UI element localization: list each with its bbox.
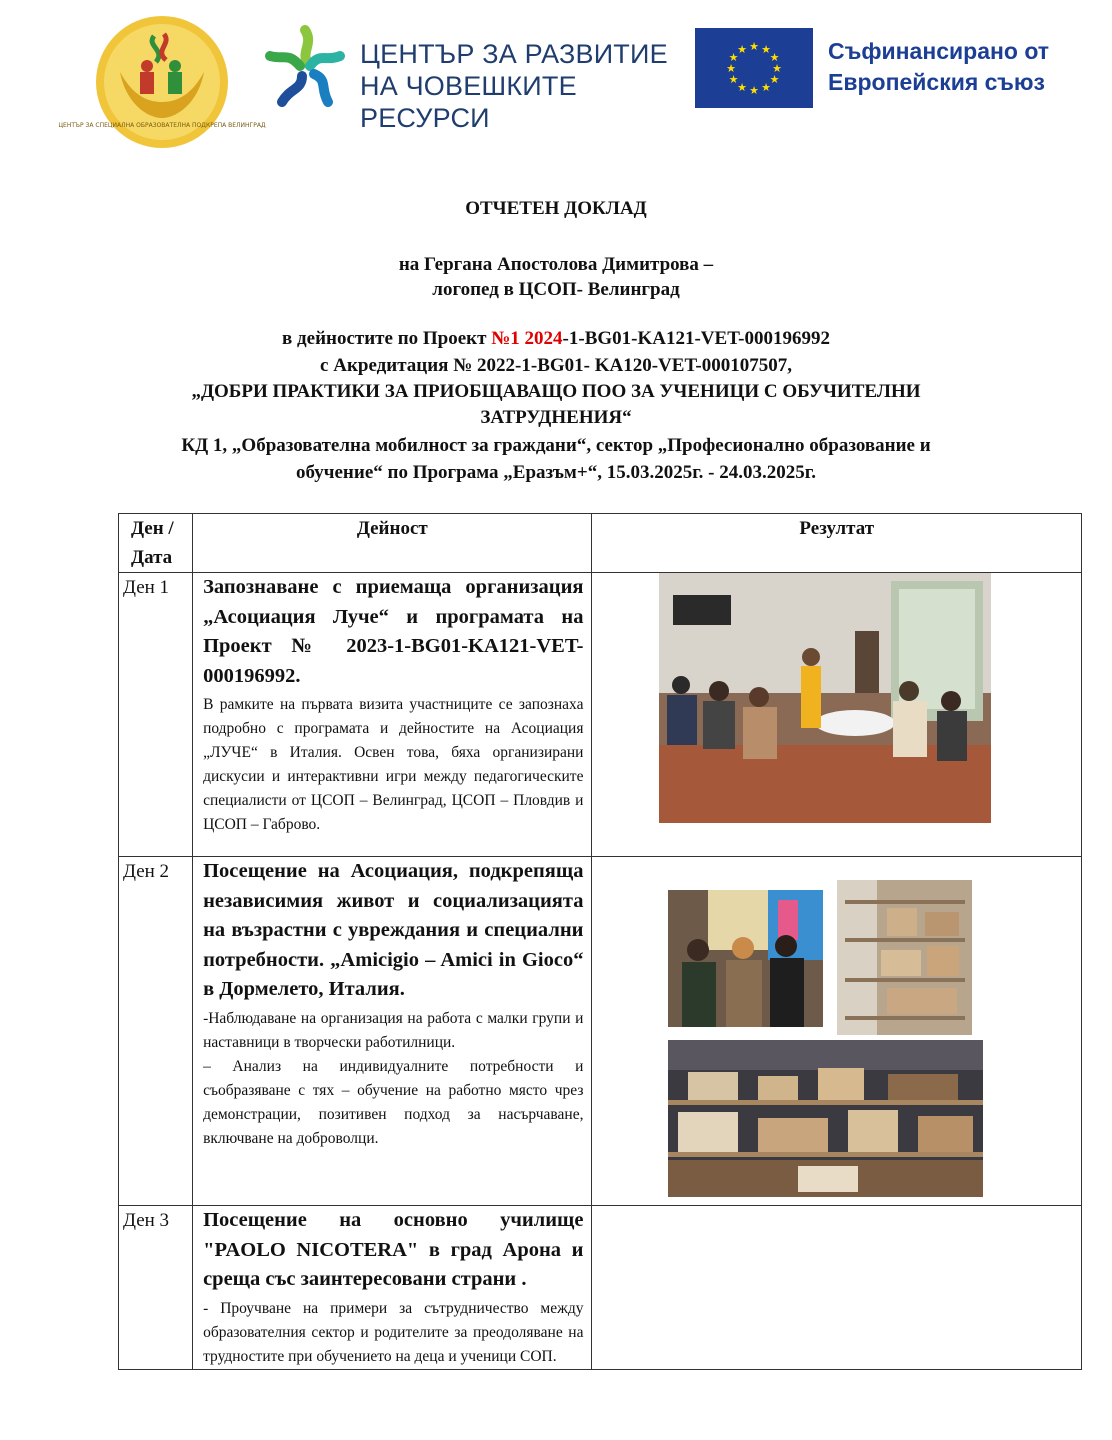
activity-description-2: – Анализ на индивидуалните потребности и съобразяване с тях – обучение на работно място чрез демонстрации, позитивен подход за насърчаване, включване на доброволци. [203,1057,584,1147]
eu-flag-icon [695,28,813,108]
table-row [119,1206,1082,1370]
activity-title: Запознаване с приемаща организация „Асоциация Луче“ и програмата на Проект № 2023-1-BG01-KA121-VET-000196992. [203,576,584,687]
accreditation-line: с Акредитация № 2022-1-BG01- KA120-VET-000107507, [320,355,792,376]
svg-text:★: ★ [728,51,739,64]
day-cell: Ден 1 [119,573,193,857]
csop-seal-logo [58,14,266,150]
hrdc-line-1: ЦЕНТЪР ЗА РАЗВИТИЕ [360,39,668,69]
activity-cell [193,573,592,857]
svg-text:★: ★ [737,43,747,56]
hrdc-line-2: НА ЧОВЕШКИТЕ РЕСУРСИ [360,71,577,133]
activity-title: Посещение на Асоциация, подкрепяща независимия живот и социализацията на възрастни с увреждания и специални потребности. „Amicigio – Amici in Gioco“ в Дормелето, Италия. [203,860,584,1000]
eu-line-1: Съфинансирано от [828,38,1050,64]
day2-group-photo [668,890,823,1027]
header-activity: Дейност [193,514,592,573]
activity-description: - Проучване на примери за сътрудничество между образователния сектор и родителите за преодоляване на трудностите при обучението на деца и ученици СОП. [203,1299,584,1365]
svg-text:★: ★ [761,81,771,94]
svg-text:★: ★ [737,81,747,94]
day1-meeting-photo [659,573,991,823]
seal-text: ЦЕНТЪР ЗА СПЕЦИАЛНА ОБРАЗОВАТЕЛНА ПОДКРЕПА ВЕЛИНГРАД [58,122,266,129]
activity-title: Посещение на основно училище "PAOLO NICOTERA" в град Арона и среща със заинтересовани страни . [203,1209,584,1290]
activity-cell [193,857,592,1206]
header-result: Резултат [592,514,1082,573]
project-line [0,327,1112,351]
svg-text:★: ★ [769,51,780,64]
header-day: Ден / Дата [119,514,193,573]
svg-text:★: ★ [749,40,759,53]
kd-line-1: КД 1, „Образователна мобилност за граждани“, сектор „Професионално образование и [181,435,931,456]
svg-text:★: ★ [749,84,759,97]
project-suffix: -1-BG01-KA121-VET-000196992 [562,328,830,349]
project-number-red: №1 2024 [491,328,563,349]
day-cell: Ден 2 [119,857,193,1206]
hrdc-logo [262,24,668,133]
hrdc-star-icon [262,24,348,110]
svg-text:★: ★ [769,73,780,86]
table-header-row [119,514,1082,573]
day-cell: Ден 3 [119,1206,193,1370]
author-line-1: на Гергана Апостолова Димитрова – [398,254,714,275]
svg-text:★: ★ [772,62,782,75]
report-heading: ОТЧЕТЕН ДОКЛАД [465,198,647,219]
eu-line-2: Европейския съюз [828,69,1045,95]
activity-cell [193,1206,592,1370]
svg-text:★: ★ [761,43,771,56]
author-line-2: логопед в ЦСОП- Велинград [432,279,680,300]
project-name-line-2: ЗАТРУДНЕНИЯ“ [480,407,632,428]
svg-text:★: ★ [728,73,739,86]
eu-cofunded-text [828,36,1098,98]
svg-text:★: ★ [726,62,736,75]
project-prefix: в дейностите по Проект [282,328,492,349]
day2-shelves-photo [837,880,972,1035]
kd-line-2: обучение“ по Програма „Еразъм+“, 15.03.2025г. - 24.03.2025г. [296,462,816,483]
project-name-line-1: „ДОБРИ ПРАКТИКИ ЗА ПРИОБЩАВАЩО ПОО ЗА УЧЕНИЦИ С ОБУЧИТЕЛНИ [191,381,921,402]
result-cell [592,1206,1082,1370]
day2-workshop-photo [668,1040,983,1197]
activity-description: В рамките на първата визита участниците се запознаха подробно с програмата и дейностите на Асоциация „ЛУЧЕ“ в Италия. Освен това, бяха организирани дискусии и интерактивни игри между педагогическите специалисти от ЦСОП – Велинград, ЦСОП – Пловдив и ЦСОП – Габрово. [203,696,584,833]
activity-description-1: -Наблюдаване на организация на работа с малки групи и наставници в творчески работилници. [203,1009,584,1051]
